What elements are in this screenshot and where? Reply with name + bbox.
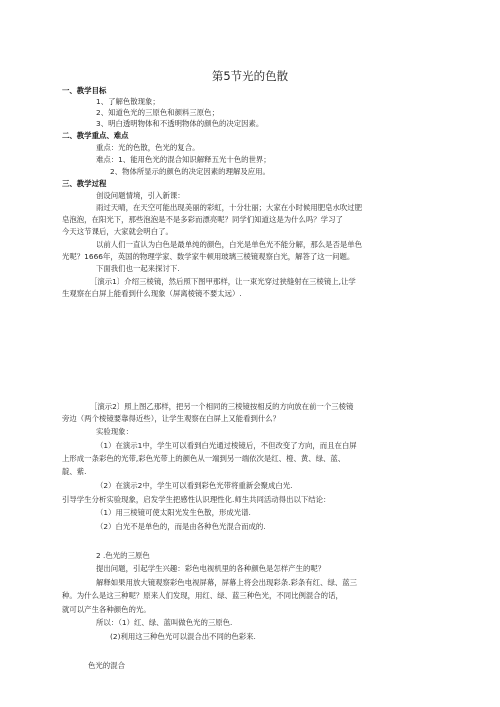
goal-item-1: 1、了解色散现象；: [96, 97, 160, 106]
goal-item-2: 2、知道色光的三原色和颜料三原色；: [96, 108, 219, 117]
paragraph-line: 雨过天晴，在天空可能出现美丽的彩虹，十分壮丽；大家在小时候用肥皂水吹过肥: [96, 203, 363, 212]
paragraph-line: ［演示2〕照上图乙那样，把另一个相同的三棱镜按相反的方向放在前一个三棱镜: [90, 402, 354, 411]
section-heading-process: 三、教学过程: [62, 179, 107, 188]
paragraph-line: 下面我们也一起来探讨下.: [96, 264, 180, 273]
paragraph-line: 皂泡泡，在阳光下，那些泡泡是不是多彩而漂亮呢？同学们知道这是为什么吗？学习了: [62, 215, 343, 224]
paragraph-line: （2）在演示2中，学生可以看到彩色光带将重新会聚成白光.: [96, 481, 293, 490]
paragraph-line: （2）白光不是单色的，而是由各种色光混合而成的.: [96, 522, 266, 531]
paragraph-line: 种。为什么是这三种呢？原来人们发现，用红、绿、蓝三种色光，不同比例混合的话，: [62, 591, 343, 600]
key-point: 重点：光的色散，色光的复合。: [96, 143, 200, 152]
paragraph-line: 就可以产生各种颜色的光。: [62, 605, 151, 614]
page-title: 第5节光的色散: [211, 69, 289, 83]
paragraph-line: 提出问题，引起学生兴趣：彩色电视机里的各种颜色是怎样产生的呢？: [96, 564, 326, 573]
paragraph-line: 生观察在白屏上能看到什么现象（屏离棱镜不要太远）.: [62, 289, 242, 298]
paragraph-line: ［演示1〕介绍三棱镜，然后照下图甲那样，让一束光穿过狭缝射在三棱镜上,让学: [90, 277, 356, 286]
paragraph-line: 实验现象：: [96, 427, 133, 436]
section-heading-goals: 一、教学目标: [62, 86, 107, 95]
subheading-color-mixing: 色光的混合: [88, 661, 125, 670]
goal-item-3: 3、明白透明物体和不透明物体的颜色的决定因素。: [96, 119, 264, 128]
difficulty-1: 难点：1、能用色光的混合知识解释五光十色的世界；: [96, 155, 271, 164]
difficulty-2: 2、物体所显示的颜色的决定因素的理解及应用。: [110, 167, 270, 176]
paragraph-line: 创设问题情境，引入新课：: [96, 191, 185, 200]
paragraph-line: 引导学生分析实验现象，启发学生把感性认识理性化.师生共同活动得出以下结论：: [62, 495, 331, 504]
paragraph-line: 靛、紫.: [62, 467, 87, 476]
paragraph-line: 旁边（两个棱镜要靠得近些），让学生观察在白屏上又能看到什么？: [62, 414, 281, 423]
paragraph-line: （1）用三棱镜可使太阳光发生色散，形成光谱.: [96, 508, 251, 517]
paragraph-line: 以前人们一直认为白色是最单纯的颜色，白光是单色光不能分解，那么是否是单色: [96, 240, 363, 249]
paragraph-line: 光呢？1666年，英国的物理学家、数学家牛顿用玻璃三棱镜观察白光，解答了这一问题。: [62, 252, 355, 261]
paragraph-line: 所以：（1）红、绿、蓝叫做色光的三原色.: [96, 618, 233, 627]
paragraph-line: 上形成一条彩色的光带,彩色光带上的颜色从一端到另一端依次是红、橙、黄、绿、蓝、: [62, 454, 346, 463]
paragraph-line: 解释如果用放大镜观察彩色电视屏幕，屏幕上将会出现彩条.彩条有红、绿、蓝三: [96, 578, 358, 587]
section-heading-key-points: 二、教学重点、难点: [62, 131, 129, 140]
subheading-primary-colors: 2 .色光的三原色: [96, 551, 150, 560]
paragraph-line: 今天这节课后，大家就会明白了。: [62, 227, 173, 236]
paragraph-line: (2)利用这三种色光可以混合出不同的色彩来.: [110, 632, 256, 641]
paragraph-line: （1）在演示1中，学生可以看到白光通过棱镜后，不但改变了方向，而且在白屏: [96, 441, 357, 450]
